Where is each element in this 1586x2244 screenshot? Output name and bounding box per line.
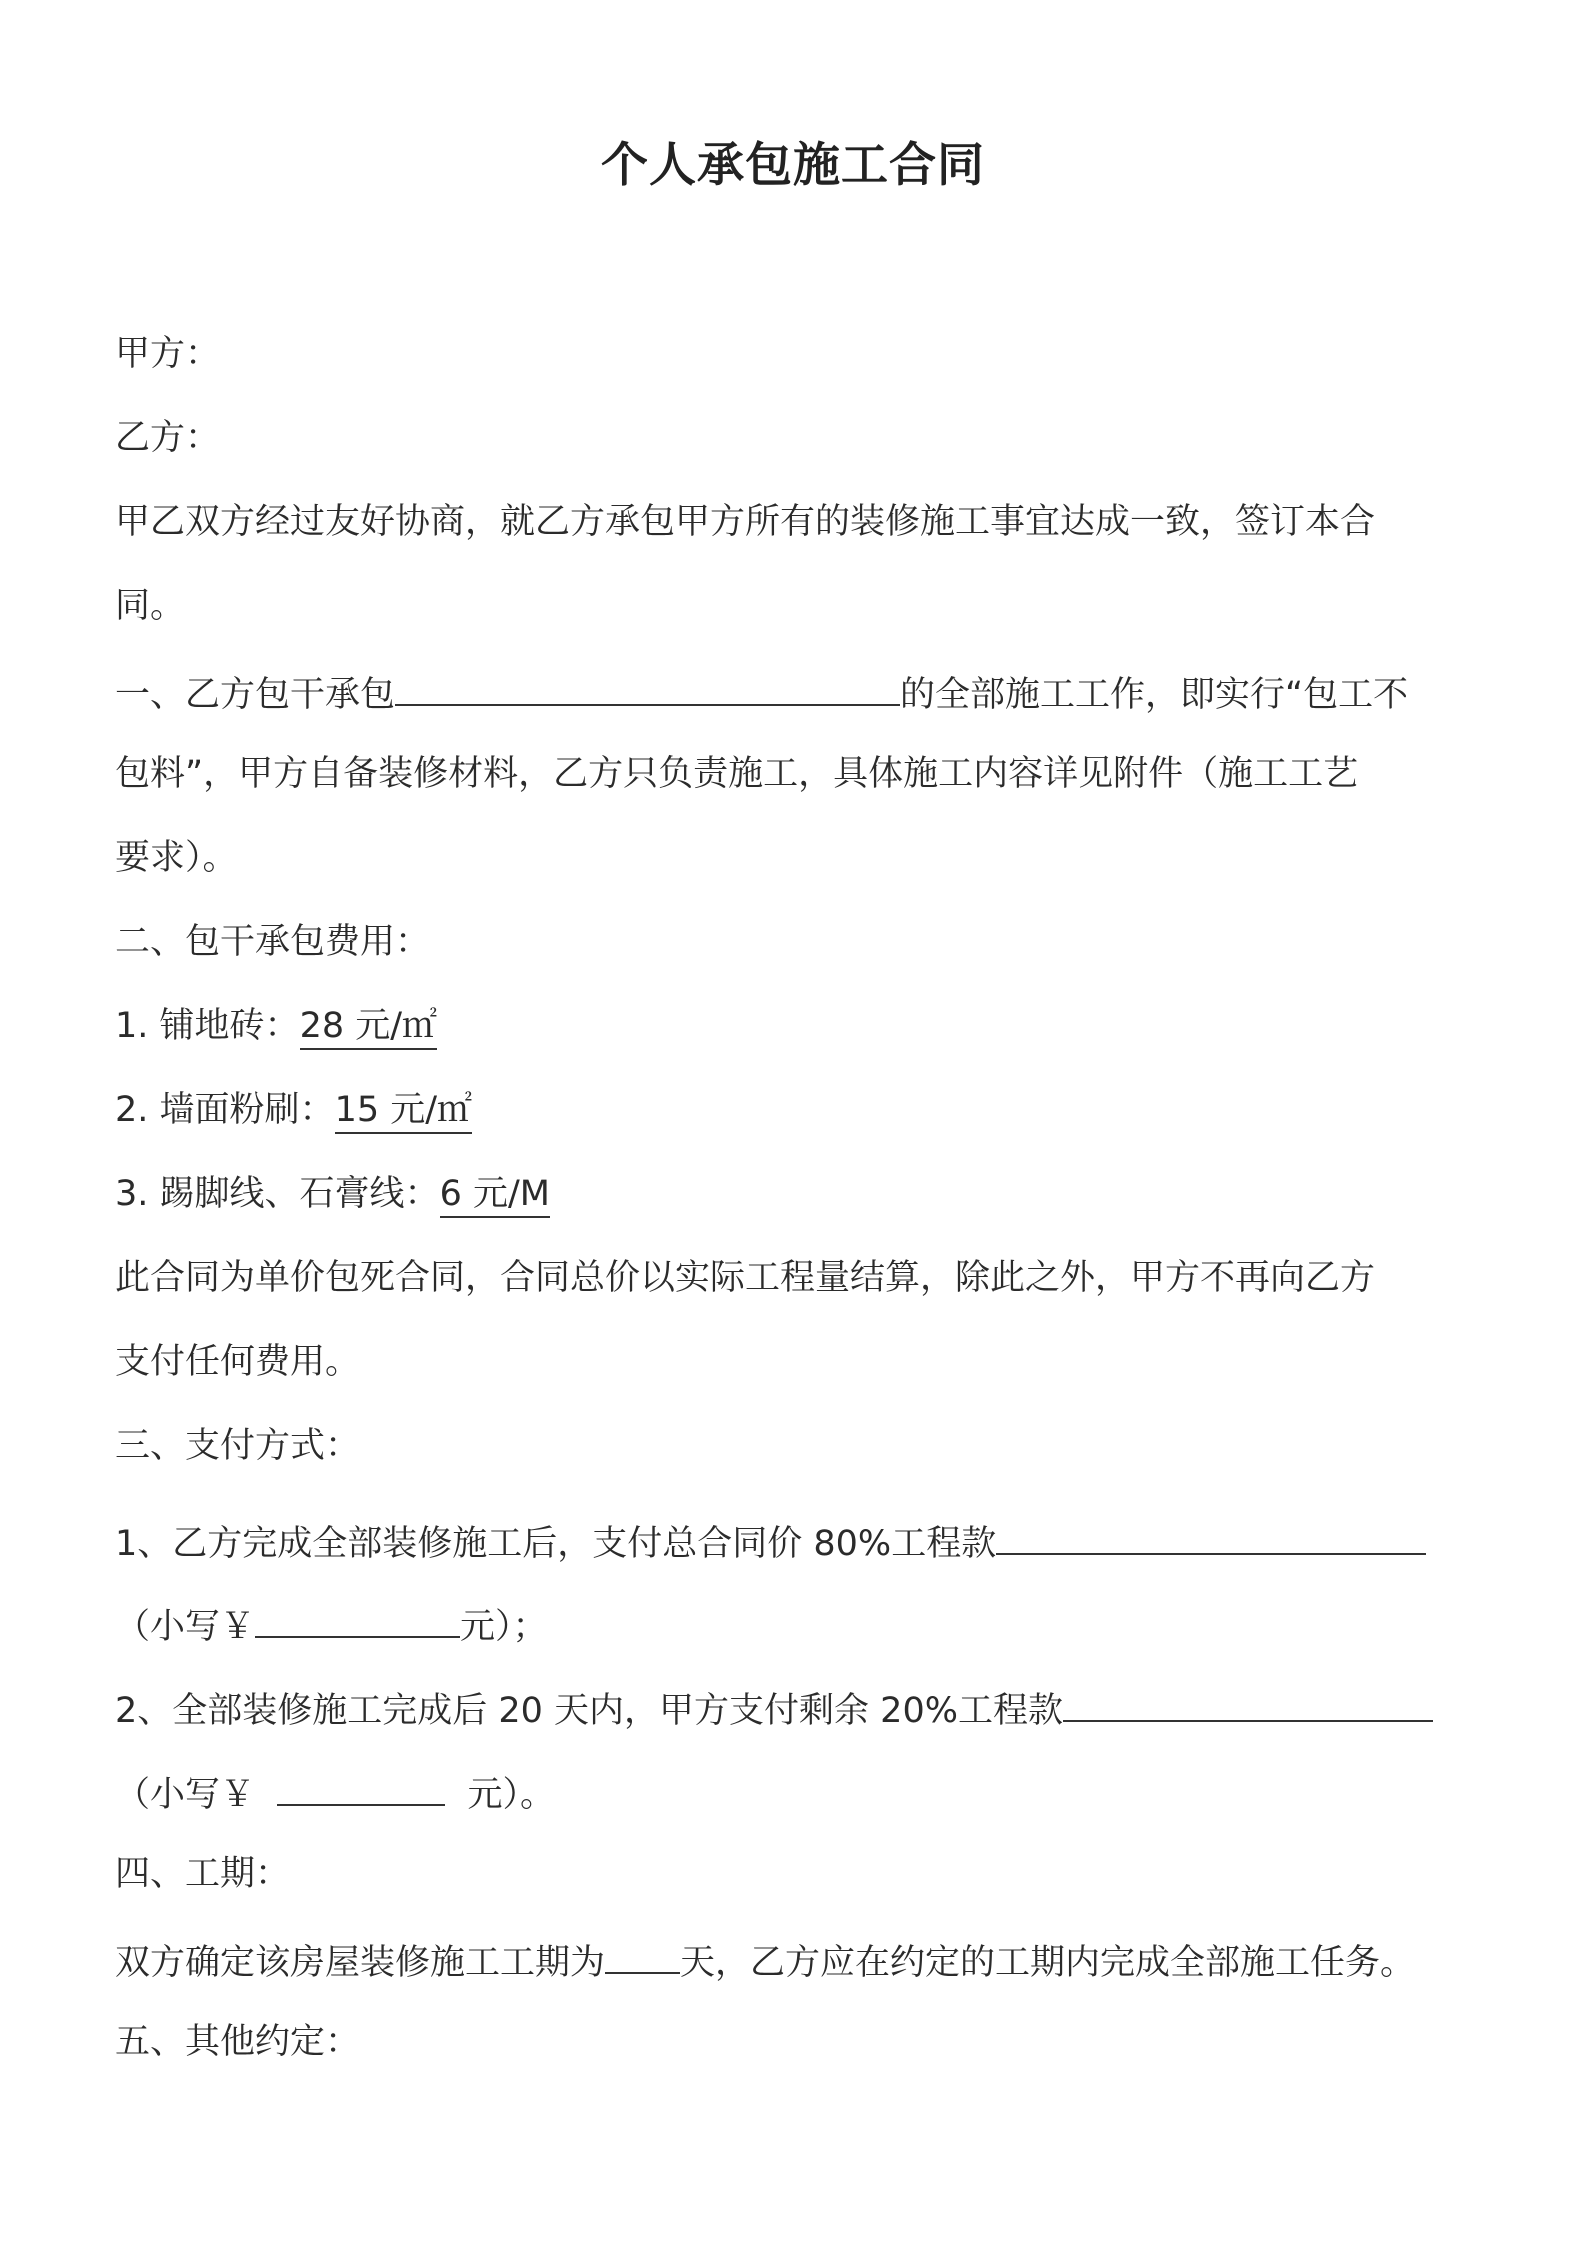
payment-1-line-1	[115, 1517, 1426, 1566]
payment-2-amount-blank	[1063, 1684, 1433, 1722]
section2-heading: 二、包干承包费用：	[115, 922, 431, 962]
price-item-1	[115, 1004, 437, 1048]
section2-note-line-1: 此合同为单价包死合同，合同总价以实际工程量结算，除此之外，甲方不再向乙方	[115, 1258, 1376, 1298]
section3-heading: 三、支付方式：	[115, 1426, 361, 1466]
intro-line-1: 甲乙双方经过友好协商，就乙方承包甲方所有的装修施工事宜达成一致，签订本合	[115, 502, 1376, 542]
price-item-3-value: 6 元/M	[440, 1174, 550, 1218]
price-item-2-label: 墙面粉刷：	[159, 1090, 335, 1130]
intro-line-2: 同。	[115, 586, 186, 626]
price-item-1-value: 28 元/㎡	[300, 1006, 437, 1050]
payment-2-small-prefix: （小写￥	[115, 1775, 256, 1815]
section4-heading: 四、工期：	[115, 1854, 291, 1894]
payment-1-small-prefix: （小写￥	[115, 1607, 256, 1647]
section1-line-2: 包料”，甲方自备装修材料，乙方只负责施工，具体施工内容详见附件（施工工艺	[115, 754, 1359, 794]
section4-text	[115, 1936, 1415, 1985]
payment-2-line-1	[115, 1684, 1433, 1733]
payment-1-amount-blank	[996, 1517, 1426, 1555]
price-item-2-num: 2.	[115, 1090, 149, 1130]
price-item-3-label: 踢脚线、石膏线：	[159, 1174, 440, 1214]
section1-line-1	[115, 668, 1408, 717]
price-item-2	[115, 1088, 472, 1132]
contract-scope-blank	[395, 668, 900, 706]
payment-1-small-suffix: 元）；	[460, 1607, 548, 1647]
section4-prefix: 双方确定该房屋装修施工工期为	[115, 1943, 606, 1983]
payment-1-text: 1、乙方完成全部装修施工后，支付总合同价 80%工程款	[115, 1524, 997, 1564]
payment-2-small-suffix: 元）。	[467, 1775, 556, 1815]
payment-2-text: 2、全部装修施工完成后 20 天内，甲方支付剩余 20%工程款	[115, 1691, 1063, 1731]
section1-suffix: 的全部施工工作，即实行“包工不	[900, 675, 1409, 715]
section5-heading: 五、其他约定：	[115, 2022, 361, 2062]
price-item-2-value: 15 元/㎡	[335, 1090, 472, 1134]
payment-1-line-2	[115, 1600, 548, 1649]
price-item-3-num: 3.	[115, 1174, 149, 1214]
price-item-1-num: 1.	[115, 1006, 149, 1046]
duration-days-blank	[605, 1936, 680, 1974]
party-b-line: 乙方：	[115, 418, 221, 458]
page-title: 个人承包施工合同	[601, 138, 985, 193]
section4-suffix: 天，乙方应在约定的工期内完成全部施工任务。	[680, 1943, 1416, 1983]
party-a-line: 甲方：	[115, 334, 221, 374]
section1-line-3: 要求）。	[115, 838, 238, 878]
payment-1-small-blank	[255, 1600, 460, 1638]
section1-prefix: 一、乙方包干承包	[115, 675, 396, 715]
section2-note-line-2: 支付任何费用。	[115, 1342, 361, 1382]
payment-2-line-2	[115, 1768, 555, 1817]
payment-2-small-blank	[277, 1768, 445, 1806]
price-item-3	[115, 1172, 550, 1216]
price-item-1-label: 铺地砖：	[159, 1006, 300, 1046]
